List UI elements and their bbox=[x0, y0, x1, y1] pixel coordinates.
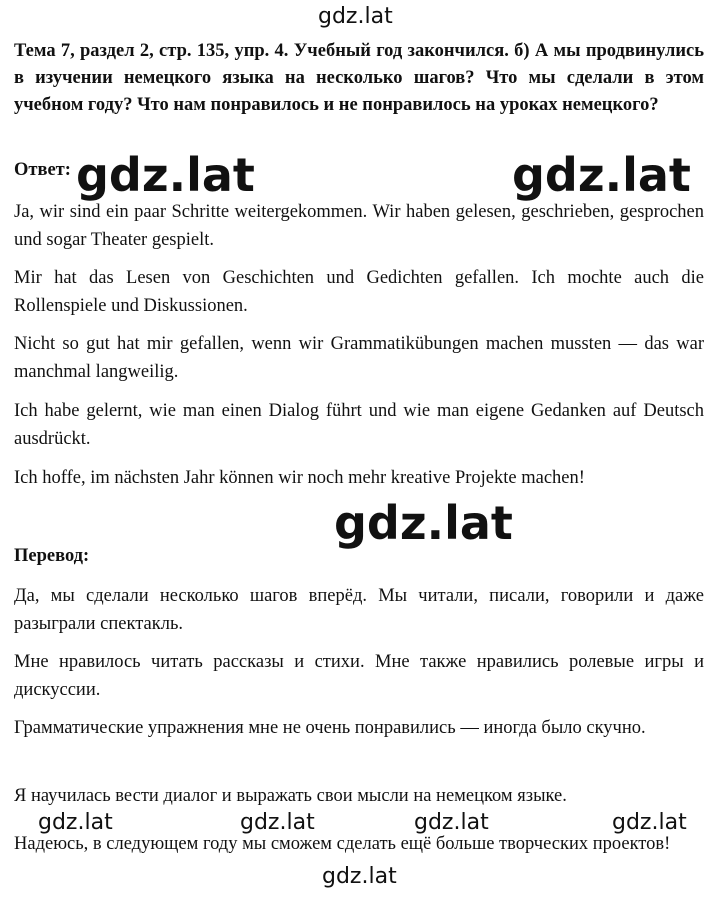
watermark-row-1: gdz.lat bbox=[38, 810, 113, 835]
watermark-row-3: gdz.lat bbox=[414, 810, 489, 835]
translation-paragraph-5: Надеюсь, в следующем году мы сможем сделать ещё больше творческих проектов! bbox=[14, 834, 671, 854]
translation-paragraph-2: Мне нравилось читать рассказы и стихи. Мне также нравились ролевые игры и дискуссии. bbox=[14, 652, 704, 700]
question-text: Тема 7, раздел 2, стр. 135, упр. 4. Учебный год закончился. б) А мы продвинулись в изучении немецкого языка на несколько шагов? Что мы сделали в этом учебном году? Что нам понравилось и не понравилось на уроках немецкого? bbox=[14, 41, 704, 115]
answer-paragraph-2: Mir hat das Lesen von Geschichten und Gedichten gefallen. Ich mochte auch die Rollenspiele und Diskussionen. bbox=[14, 268, 704, 316]
answer-paragraph-3: Nicht so gut hat mir gefallen, wenn wir Grammatikübungen machen mussten — das war manchmal langweilig. bbox=[14, 334, 704, 382]
watermark-top: gdz.lat bbox=[318, 4, 393, 29]
translation-label: Перевод: bbox=[14, 546, 90, 566]
translation-paragraph-4: Я научилась вести диалог и выражать свои мысли на немецком языке. bbox=[14, 786, 567, 806]
answer-paragraph-1: Ja, wir sind ein paar Schritte weitergekommen. Wir haben gelesen, geschrieben, gesprochen und sogar Theater gespielt. bbox=[14, 202, 704, 250]
translation-paragraph-1: Да, мы сделали несколько шагов вперёд. Мы читали, писали, говорили и даже разыграли спектакль. bbox=[14, 586, 704, 634]
answer-paragraph-4: Ich habe gelernt, wie man einen Dialog führt und wie man eigene Gedanken auf Deutsch ausdrückt. bbox=[14, 401, 704, 449]
watermark-bottom: gdz.lat bbox=[322, 864, 397, 889]
watermark-answer-left: gdz.lat bbox=[76, 148, 255, 202]
answer-label: Ответ: bbox=[14, 160, 71, 180]
watermark-row-2: gdz.lat bbox=[240, 810, 315, 835]
watermark-answer-right: gdz.lat bbox=[512, 148, 691, 202]
watermark-row-4: gdz.lat bbox=[612, 810, 687, 835]
answer-paragraph-5: Ich hoffe, im nächsten Jahr können wir noch mehr kreative Projekte machen! bbox=[14, 468, 585, 488]
watermark-middle: gdz.lat bbox=[334, 496, 513, 550]
translation-paragraph-3: Грамматические упражнения мне не очень понравились — иногда было скучно. bbox=[14, 718, 646, 738]
